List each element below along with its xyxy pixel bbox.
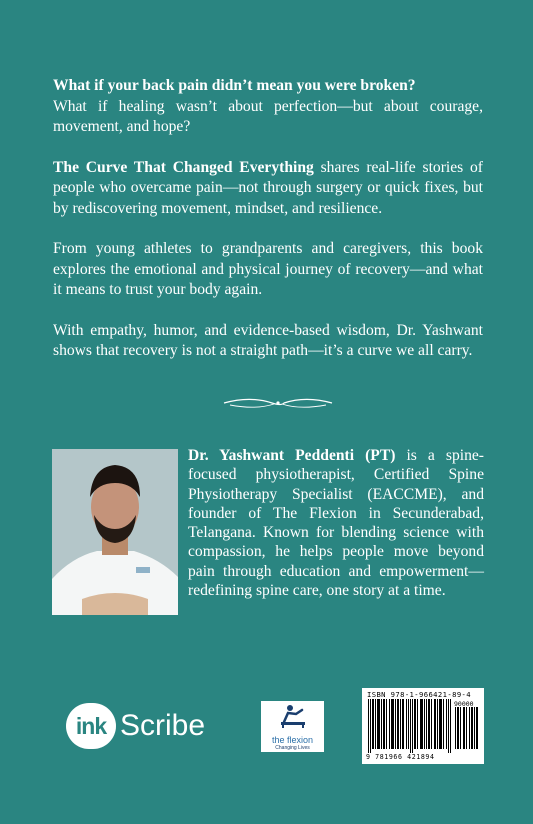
physiotherapy-figure-icon [278, 704, 308, 728]
blurb-hook-question: What if your back pain didn’t mean you were broken? [53, 77, 416, 94]
inkscribe-logo [66, 703, 205, 749]
author-bio-text: is a spine-focused physiotherapist, Certified Spine Physiotherapy Specialist (EACCME), and founder of The Flexion in Secunderabad, Telangana. Known for blending science with compassion, he helps people move beyond pain through education and empowerment—redefining spine care, one story at a time. [188, 447, 484, 600]
flexion-name: the flexion [271, 735, 314, 745]
back-cover-blurb [53, 76, 483, 382]
author-name: Dr. Yashwant Peddenti (PT) [188, 447, 396, 464]
isbn-digits: 9 781966 421894 [366, 753, 435, 761]
blurb-paragraph-2 [53, 158, 483, 220]
blurb-hook-followup: What if healing wasn’t about perfection—but about courage, movement, and hope? [53, 97, 483, 135]
ink-text: ink [75, 712, 107, 739]
blurb-paragraph-1 [53, 76, 483, 138]
blurb-paragraph-2-text: shares real-life stories of people who overcame pain—not through surgery or quick fixes, but by rediscovering movement, mindset, and resilience. [53, 158, 483, 217]
flexion-tagline: Changing Lives [275, 745, 310, 751]
book-title: The Curve That Changed Everything [53, 158, 314, 176]
scribe-text: Scribe [120, 709, 206, 742]
the-flexion-logo [261, 701, 324, 752]
author-photo [52, 449, 178, 615]
ink-badge [66, 703, 116, 749]
flourish-divider-icon [222, 396, 334, 410]
blurb-paragraph-3: From young athletes to grandparents and caregivers, this book explores the emotional and physical journey of recovery—and what it means to trust your body again. [53, 240, 483, 298]
price-addon-number: 90000 [454, 700, 474, 708]
blurb-paragraph-4: With empathy, humor, and evidence-based wisdom, Dr. Yashwant shows that recovery is not a straight path—it’s a curve we all carry. [53, 321, 483, 359]
isbn-barcode [362, 688, 484, 764]
author-bio [188, 446, 484, 600]
isbn-label: ISBN 978-1-966421-89-4 [367, 690, 471, 699]
